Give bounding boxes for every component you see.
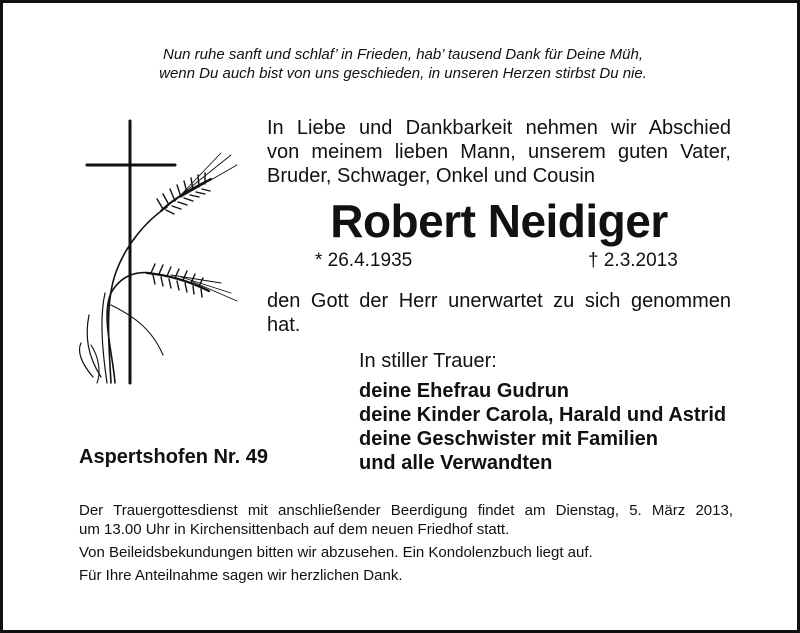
condolence-note: Von Beileidsbekundungen bitten wir abzusehen. Ein Kondolenzbuch liegt auf. [79, 544, 593, 561]
mourners-list [359, 379, 726, 475]
footer-line: um 13.00 Uhr in Kirchensittenbach auf dem neuen Friedhof statt. [79, 521, 510, 538]
mourner-entry: deine Kinder Carola, Harald und Astrid [359, 404, 727, 426]
mourner-entry: deine Geschwister mit Familien [359, 428, 658, 450]
poem-line: Nun ruhe sanft und schlaf’ in Frieden, hab’ tausend Dank für Deine Müh, [162, 46, 643, 63]
intro-line: Bruder, Schwager, Onkel und Cousin [267, 165, 595, 187]
death-date: † 2.3.2013 [588, 250, 678, 271]
family-address: Aspertshofen Nr. 49 [79, 446, 268, 468]
footer-notes [79, 501, 733, 589]
intro-line: In Liebe und Dankbarkeit nehmen wir Abschied [267, 117, 731, 139]
death-message-line: den Gott der Herr unerwartet zu sich genommen [267, 290, 731, 312]
deceased-name: Robert Neidiger [330, 195, 668, 247]
funeral-service-note [79, 501, 733, 539]
footer-line: Der Trauergottesdienst mit anschließender Beerdigung findet am Dienstag, 5. März 2013, [79, 502, 733, 519]
death-message-line: hat. [267, 314, 301, 336]
poem-line: wenn Du auch bist von uns geschieden, in unseren Herzen stirbst Du nie. [159, 65, 647, 82]
cross-with-wheat-icon [71, 115, 251, 395]
poem [3, 45, 800, 83]
mourner-entry: und alle Verwandten [359, 452, 553, 474]
intro-text [267, 116, 731, 188]
mourning-label: In stiller Trauer: [359, 350, 497, 372]
birth-date: * 26.4.1935 [315, 250, 413, 271]
thanks-note: Für Ihre Anteilnahme sagen wir herzlichen Dank. [79, 567, 403, 584]
death-message [267, 289, 731, 337]
mourner-entry: deine Ehefrau Gudrun [359, 380, 570, 402]
intro-line: von meinem lieben Mann, unserem guten Vater, [267, 141, 731, 163]
